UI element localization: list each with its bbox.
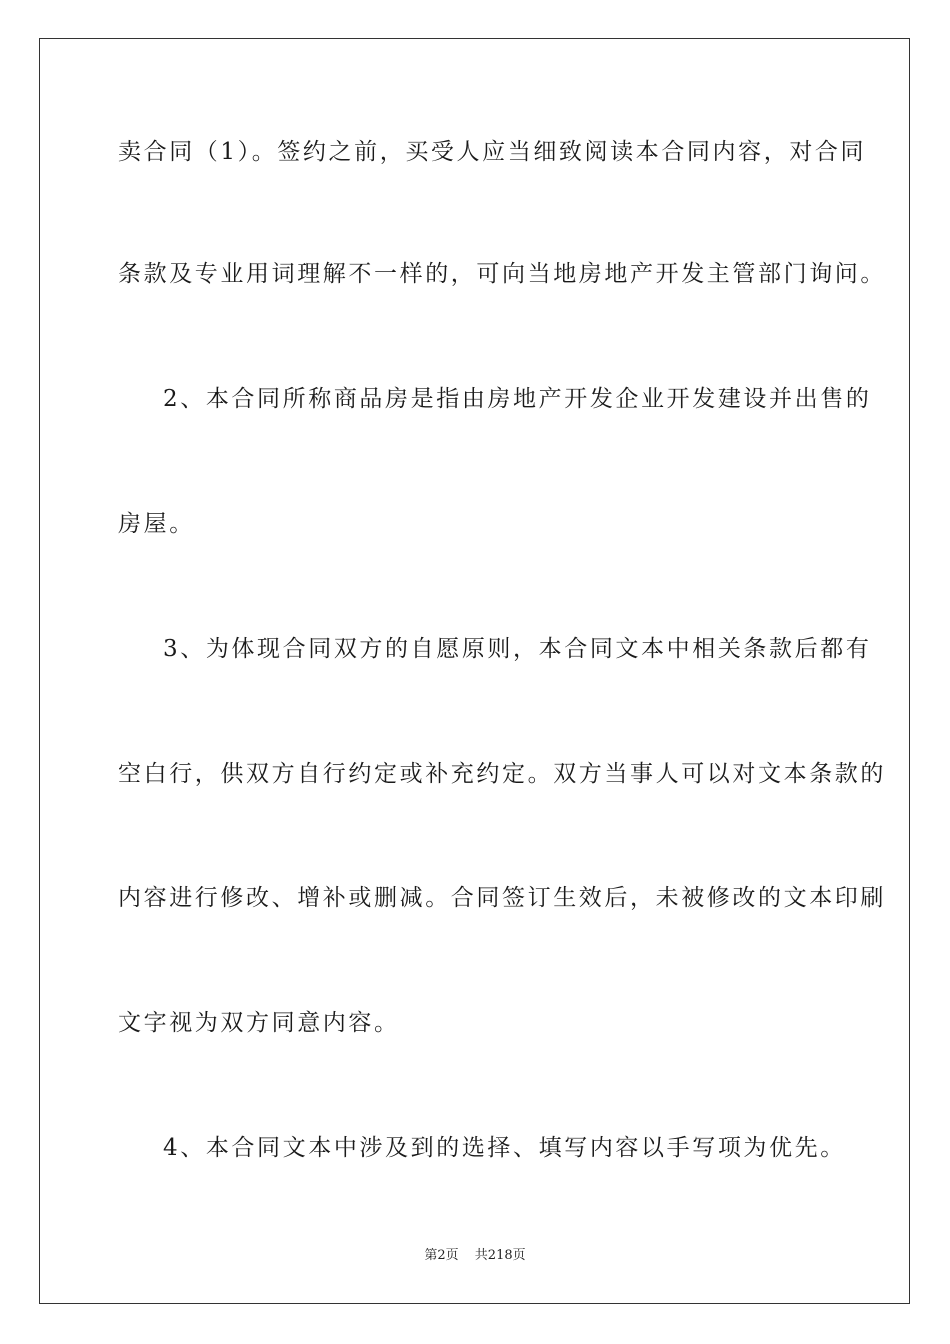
body-text-line: 卖合同（1）。签约之前，买受人应当细致阅读本合同内容，对合同 (118, 139, 867, 165)
body-text-line: 文字视为双方同意内容。 (118, 1010, 400, 1036)
page-number: 第2页 (424, 1248, 459, 1263)
body-text-line: 2、本合同所称商品房是指由房地产开发企业开发建设并出售的 (163, 386, 872, 412)
page-total: 共218页 (474, 1248, 526, 1263)
body-text-line: 4、本合同文本中涉及到的选择、填写内容以手写项为优先。 (163, 1135, 846, 1161)
body-text-line: 3、为体现合同双方的自愿原则，本合同文本中相关条款后都有 (163, 636, 872, 662)
body-text-line: 空白行，供双方自行约定或补充约定。双方当事人可以对文本条款的 (118, 761, 886, 787)
body-text-line: 房屋。 (118, 511, 195, 537)
page-footer (0, 1247, 950, 1265)
body-text-line: 条款及专业用词理解不一样的，可向当地房地产开发主管部门询问。 (118, 261, 886, 287)
page-border (39, 38, 910, 1304)
body-text-line: 内容进行修改、增补或删减。合同签订生效后，未被修改的文本印刷 (118, 885, 886, 911)
